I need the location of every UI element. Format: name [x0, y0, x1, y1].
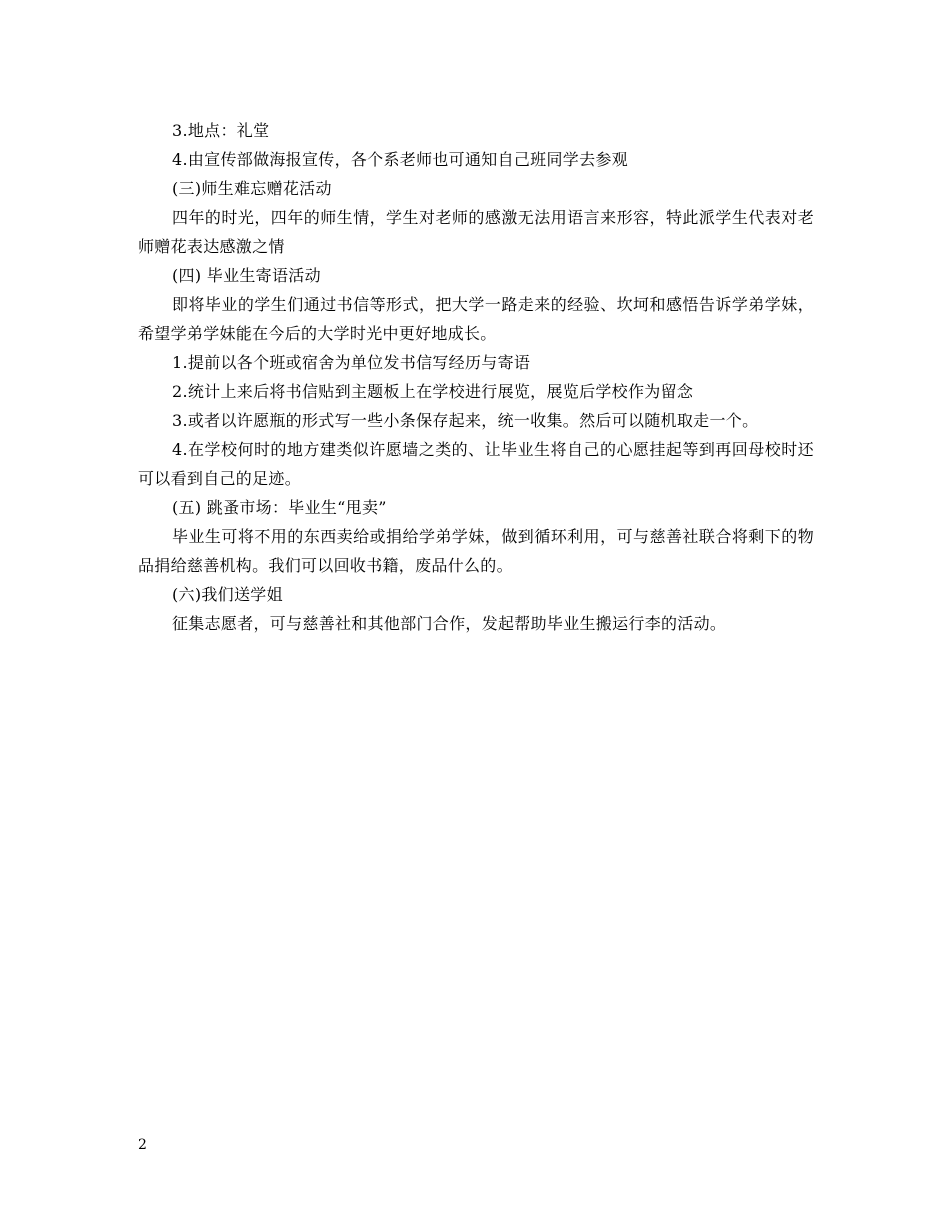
- paragraph-flower-gift: 四年的时光，四年的师生情，学生对老师的感激无法用语言来形容，特此派学生代表对老师赠花表达感激之情: [138, 208, 814, 256]
- section-heading-graduate-message: (四) 毕业生寄语活动: [172, 266, 321, 285]
- section-heading-send-off: (六)我们送学姐: [172, 585, 283, 604]
- list-item-message-2: 2.统计上来后将书信贴到主题板上在学校进行展览，展览后学校作为留念: [172, 382, 694, 401]
- list-item-message-3: 3.或者以许愿瓶的形式写一些小条保存起来，统一收集。然后可以随机取走一个。: [172, 411, 759, 430]
- page-number: 2: [138, 1137, 147, 1153]
- section-heading-flea-market: (五) 跳蚤市场：毕业生“甩卖”: [172, 498, 387, 517]
- paragraph-graduate-message: 即将毕业的学生们通过书信等形式，把大学一路走来的经验、坎坷和感悟告诉学弟学妹，希望学弟学妹能在今后的大学时光中更好地成长。: [138, 295, 814, 343]
- list-item-message-4: 4.在学校何时的地方建类似许愿墙之类的、让毕业生将自己的心愿挂起等到再回母校时还可以看到自己的足迹。: [138, 440, 814, 488]
- document-body: [138, 116, 814, 638]
- paragraph-send-off: 征集志愿者，可与慈善社和其他部门合作，发起帮助毕业生搬运行李的活动。: [172, 614, 727, 633]
- paragraph-poster-promotion: 4.由宣传部做海报宣传，各个系老师也可通知自己班同学去参观: [172, 150, 628, 169]
- section-heading-flower-gift: (三)师生难忘赠花活动: [172, 179, 332, 198]
- paragraph-flea-market: 毕业生可将不用的东西卖给或捐给学弟学妹，做到循环利用，可与慈善社联合将剩下的物品捐给慈善机构。我们可以回收书籍，废品什么的。: [138, 527, 814, 575]
- list-item-message-1: 1.提前以各个班或宿舍为单位发书信写经历与寄语: [172, 353, 531, 372]
- paragraph-location: 3.地点：礼堂: [172, 121, 270, 140]
